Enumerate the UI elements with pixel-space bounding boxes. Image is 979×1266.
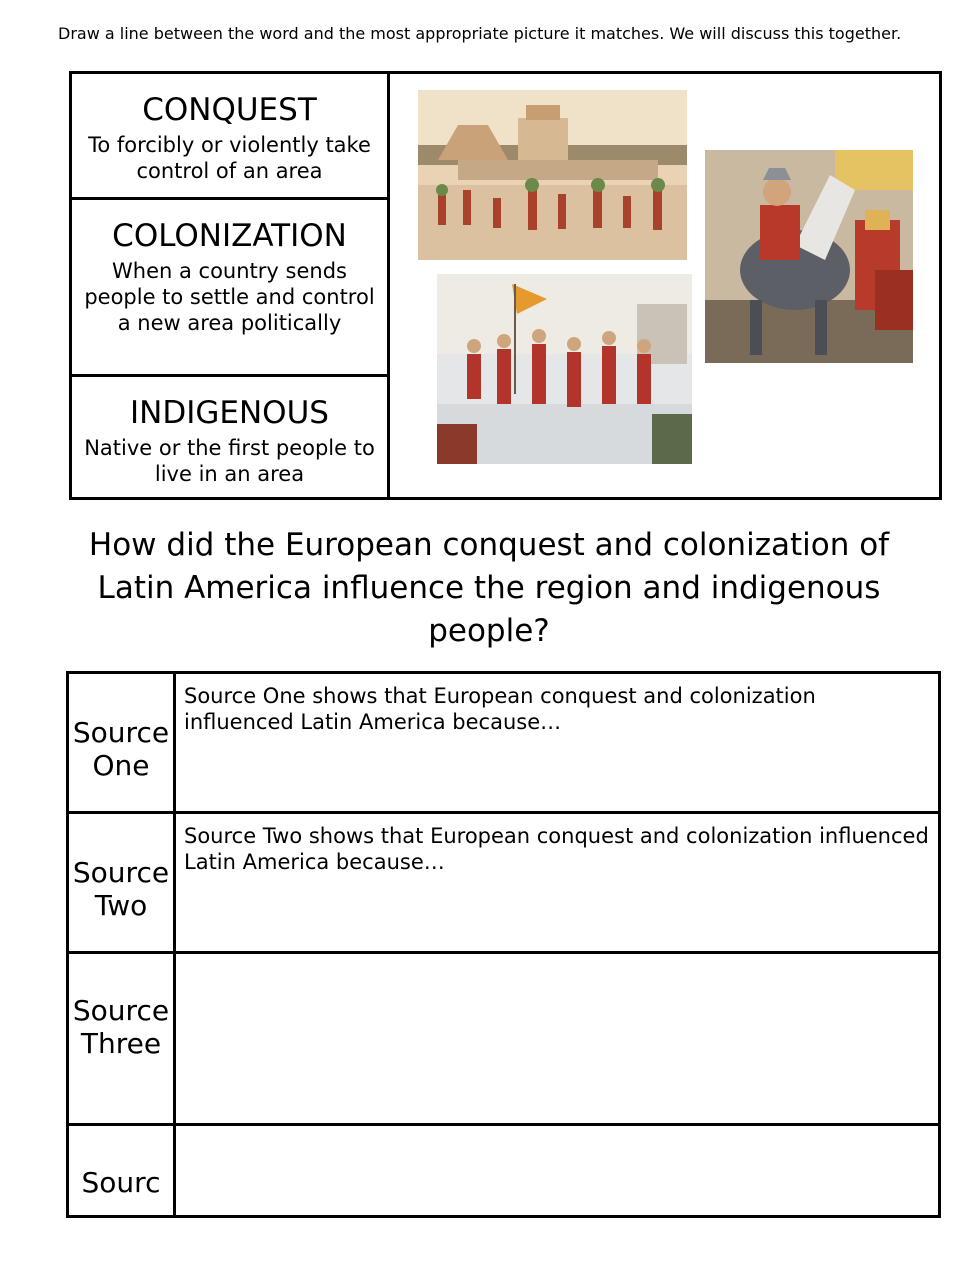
source-response-field[interactable] — [175, 1125, 940, 1217]
table-row — [68, 673, 940, 813]
vocabulary-matching-box — [69, 71, 942, 500]
instructions-text: Draw a line between the word and the most appropriate picture it matches. We will discuss this together. — [58, 24, 902, 43]
vocab-word: CONQUEST — [142, 92, 317, 128]
vocabulary-terms-column — [72, 74, 390, 497]
vocab-definition: Native or the first people to live in an area — [84, 436, 375, 486]
source-response-field[interactable] — [175, 813, 940, 953]
essential-question: How did the European conquest and colonization of Latin America influence the region and indigenous people? — [88, 527, 890, 649]
vocab-term-colonization — [72, 200, 387, 377]
vocab-definition: To forcibly or violently take control of an area — [88, 133, 371, 183]
source-response-field[interactable] — [175, 673, 940, 813]
indigenous-city-painting — [418, 90, 687, 260]
source-label-cell — [68, 953, 175, 1125]
vocab-term-indigenous — [72, 377, 387, 500]
table-row — [68, 953, 940, 1125]
table-row — [68, 813, 940, 953]
conquistadors-landing-painting — [437, 274, 692, 464]
vocab-term-conquest — [72, 74, 387, 200]
source-label: Source Two — [72, 856, 170, 922]
conquistador-on-horse-painting — [705, 150, 913, 363]
vocab-word: INDIGENOUS — [130, 395, 329, 431]
vocab-word: COLONIZATION — [112, 218, 347, 254]
table-row — [68, 1125, 940, 1217]
source-label: Sourc — [81, 1166, 161, 1199]
vocab-definition: When a country sends people to settle and control a new area politically — [84, 259, 375, 335]
source-label: Source Three — [72, 994, 170, 1060]
source-prompt-text: Source One shows that European conquest and colonization influenced Latin America because… — [184, 684, 816, 734]
source-prompt-text: Source Two shows that European conquest and colonization influenced Latin America because… — [184, 824, 929, 874]
source-label: Source One — [72, 716, 170, 782]
source-response-field[interactable] — [175, 953, 940, 1125]
sources-table — [66, 671, 941, 1218]
source-label-cell — [68, 813, 175, 953]
source-label-cell — [68, 1125, 175, 1217]
source-label-cell — [68, 673, 175, 813]
